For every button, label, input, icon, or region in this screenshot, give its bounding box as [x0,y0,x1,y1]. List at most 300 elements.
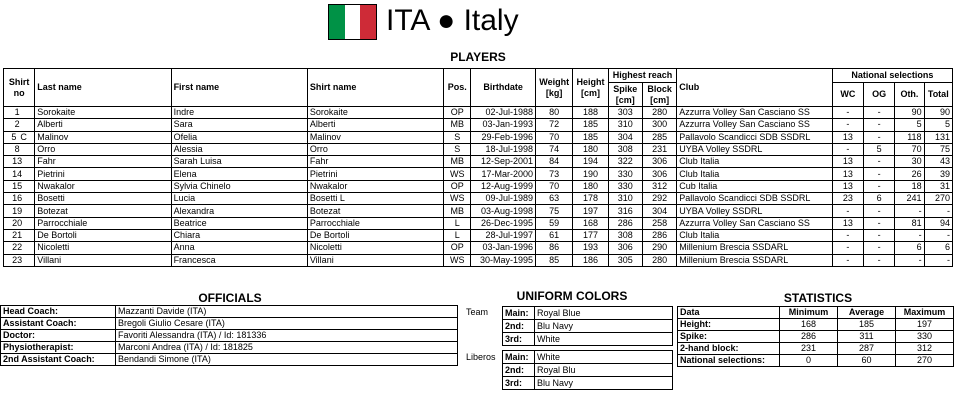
position-cell: L [444,229,471,241]
table-row [4,107,953,119]
table-row [4,180,953,192]
block-cell: 300 [642,119,676,131]
first-name-cell: Anna [171,242,307,254]
stats-header-data: Data [678,307,780,319]
spike-cell: 303 [608,107,642,119]
og-cell: - [864,119,895,131]
spike-cell: 330 [608,180,642,192]
last-name-cell: Nicoletti [35,242,171,254]
wc-cell: 23 [832,193,863,205]
table-row [4,131,953,143]
weight-cell: 59 [535,217,572,229]
og-cell: - [864,168,895,180]
club-cell: Azzurra Volley San Casciano SS [677,119,832,131]
statistics-table [677,306,954,367]
wc-cell: - [832,242,863,254]
height-cell: 180 [573,143,608,155]
uniform-label: Main: [503,307,535,320]
birthdate-cell: 03-Aug-1998 [471,205,536,217]
stats-max: 330 [896,331,954,343]
weight-cell: 85 [535,254,572,266]
official-row [1,318,458,330]
shirt-no: 16 [12,193,23,204]
table-row [4,217,953,229]
captain-badge: C [20,131,27,142]
birthdate-cell: 29-Feb-1996 [471,131,536,143]
shirt-name-cell: Sorokaite [307,107,443,119]
wc-cell: - [832,229,863,241]
total-cell: 43 [924,156,952,168]
official-name: Mazzanti Davide (ITA) [116,306,458,318]
oth-cell: 70 [895,143,924,155]
wc-cell: 13 [832,168,863,180]
birthdate-cell: 26-Dec-1995 [471,217,536,229]
spike-cell: 330 [608,168,642,180]
table-row [4,193,953,205]
uniform-label: 2nd: [503,320,535,333]
last-name-cell: Alberti [35,119,171,131]
shirt-name-cell: Fahr [307,156,443,168]
table-row [4,242,953,254]
og-cell: - [864,217,895,229]
uniform-row [503,364,673,377]
weight-cell: 80 [535,107,572,119]
shirt-no-cell [4,217,35,229]
wc-cell: 13 [832,180,863,192]
shirt-no: 1 [14,107,20,118]
shirt-no-cell [4,242,35,254]
first-name-cell: Alessia [171,143,307,155]
block-cell: 306 [642,156,676,168]
shirt-no-cell [4,156,35,168]
position-cell: MB [444,156,471,168]
height-cell: 168 [573,217,608,229]
og-cell: - [864,156,895,168]
block-cell: 290 [642,242,676,254]
official-row [1,342,458,354]
last-name-cell: Pietrini [35,168,171,180]
last-name-cell: Botezat [35,205,171,217]
shirt-no: 22 [12,242,23,253]
og-cell: - [864,107,895,119]
block-cell: 280 [642,107,676,119]
header-wc: WC [832,83,863,107]
stats-avg: 185 [838,319,896,331]
shirt-name-cell: Botezat [307,205,443,217]
shirt-no-cell [4,254,35,266]
height-cell: 177 [573,229,608,241]
club-cell: Club Italia [677,168,832,180]
header-highest-reach: Highest reach [608,69,677,83]
table-row [4,168,953,180]
table-row [4,229,953,241]
official-role: Physiotherapist: [1,342,116,354]
wc-cell: - [832,254,863,266]
shirt-name-cell: Nwakalor [307,180,443,192]
spike-cell: 304 [608,131,642,143]
stats-min: 286 [780,331,838,343]
stats-max: 270 [896,355,954,367]
wc-cell: - [832,143,863,155]
header-block: Block [cm] [642,83,676,107]
stats-row [678,343,954,355]
block-cell: 286 [642,229,676,241]
birthdate-cell: 09-Jul-1989 [471,193,536,205]
oth-cell: - [895,205,924,217]
birthdate-cell: 02-Jul-1988 [471,107,536,119]
official-role: Doctor: [1,330,116,342]
oth-cell: 30 [895,156,924,168]
shirt-name-cell: Orro [307,143,443,155]
spike-cell: 316 [608,205,642,217]
flag-stripe-green [329,5,345,39]
total-cell: - [924,254,952,266]
weight-cell: 75 [535,205,572,217]
uniform-label: 3rd: [503,333,535,346]
stats-min: 231 [780,343,838,355]
shirt-no: 21 [12,230,23,241]
header-height: Height [cm] [573,69,608,107]
position-cell: S [444,143,471,155]
players-title: PLAYERS [450,50,506,64]
shirt-name-cell: Parrocchiale [307,217,443,229]
stats-header-minimum: Minimum [780,307,838,319]
club-cell: UYBA Volley SSDRL [677,205,832,217]
birthdate-cell: 18-Jul-1998 [471,143,536,155]
uniform-row [503,351,673,364]
shirt-name-cell: Bosetti L [307,193,443,205]
uniform-team-label: Team [466,307,489,317]
shirt-name-cell: Alberti [307,119,443,131]
shirt-no: 15 [12,180,23,191]
table-row [4,205,953,217]
uniform-row [503,333,673,346]
italy-flag-icon [328,4,377,40]
stats-avg: 311 [838,331,896,343]
birthdate-cell: 28-Jul-1997 [471,229,536,241]
total-cell: 270 [924,193,952,205]
uniform-title: UNIFORM COLORS [516,289,628,303]
first-name-cell: Lucia [171,193,307,205]
shirt-no-cell [4,205,35,217]
first-name-cell: Beatrice [171,217,307,229]
shirt-name-cell: De Bortoli [307,229,443,241]
total-cell: 90 [924,107,952,119]
spike-cell: 306 [608,242,642,254]
shirt-name-cell: Villani [307,254,443,266]
weight-cell: 74 [535,143,572,155]
og-cell: - [864,205,895,217]
last-name-cell: Villani [35,254,171,266]
block-cell: 306 [642,168,676,180]
first-name-cell: Francesca [171,254,307,266]
uniform-row [503,320,673,333]
last-name-cell: Bosetti [35,193,171,205]
position-cell: MB [444,205,471,217]
shirt-no: 20 [12,217,23,228]
block-cell: 258 [642,217,676,229]
uniform-color: Royal Blue [535,307,673,320]
stats-label: 2-hand block: [678,343,780,355]
club-cell: UYBA Volley SSDRL [677,143,832,155]
club-cell: Pallavolo Scandicci SDB SSDRL [677,193,832,205]
height-cell: 188 [573,107,608,119]
stats-min: 0 [780,355,838,367]
height-cell: 185 [573,131,608,143]
oth-cell: - [895,254,924,266]
official-row [1,306,458,318]
last-name-cell: Fahr [35,156,171,168]
position-cell: OP [444,180,471,192]
shirt-no: 2 [14,119,20,130]
height-cell: 193 [573,242,608,254]
oth-cell: 81 [895,217,924,229]
last-name-cell: Parrocchiale [35,217,171,229]
total-cell: 39 [924,168,952,180]
stats-max: 197 [896,319,954,331]
total-cell: - [924,205,952,217]
header-spike: Spike [cm] [608,83,642,107]
position-cell: WS [444,254,471,266]
og-cell: - [864,229,895,241]
wc-cell: - [832,107,863,119]
header-birthdate: Birthdate [471,69,536,107]
height-cell: 178 [573,193,608,205]
oth-cell: 241 [895,193,924,205]
total-cell: 75 [924,143,952,155]
block-cell: 312 [642,180,676,192]
og-cell: - [864,242,895,254]
block-cell: 292 [642,193,676,205]
shirt-no: 13 [12,156,23,167]
height-cell: 185 [573,119,608,131]
oth-cell: 5 [895,119,924,131]
header-og: OG [864,83,895,107]
club-cell: Millenium Brescia SSDARL [677,242,832,254]
shirt-no-cell [4,229,35,241]
uniform-color: White [535,351,673,364]
club-cell: Azzurra Volley San Casciano SS [677,107,832,119]
uniform-label: 3rd: [503,377,535,390]
official-role: Assistant Coach: [1,318,116,330]
total-cell: 94 [924,217,952,229]
weight-cell: 73 [535,168,572,180]
og-cell: - [864,254,895,266]
birthdate-cell: 03-Jan-1993 [471,119,536,131]
wc-cell: - [832,119,863,131]
header-club: Club [677,69,832,107]
shirt-no: 23 [12,254,23,265]
header-shirt-no: Shirt no [4,69,35,107]
birthdate-cell: 30-May-1995 [471,254,536,266]
birthdate-cell: 12-Sep-2001 [471,156,536,168]
shirt-name-cell: Nicoletti [307,242,443,254]
shirt-no: 8 [14,144,20,155]
uniform-label: 2nd: [503,364,535,377]
shirt-no-cell [4,131,35,143]
height-cell: 194 [573,156,608,168]
wc-cell: 13 [832,156,863,168]
total-cell: 6 [924,242,952,254]
shirt-no-cell [4,143,35,155]
official-name: Bendandi Simone (ITA) [116,354,458,366]
uniform-liberos-label: Liberos [466,352,496,362]
shirt-no-cell [4,193,35,205]
shirt-no: 14 [12,168,23,179]
stats-label: Spike: [678,331,780,343]
shirt-no-cell [4,119,35,131]
table-row [4,156,953,168]
position-cell: L [444,217,471,229]
header-oth: Oth. [895,83,924,107]
flag-stripe-white [345,5,361,39]
shirt-no: 5 [11,131,17,142]
uniform-row [503,377,673,390]
block-cell: 231 [642,143,676,155]
spike-cell: 310 [608,119,642,131]
header-weight: Weight [kg] [535,69,572,107]
uniform-color: White [535,333,673,346]
wc-cell: - [832,205,863,217]
oth-cell: 118 [895,131,924,143]
position-cell: OP [444,107,471,119]
stats-label: National selections: [678,355,780,367]
birthdate-cell: 03-Jan-1996 [471,242,536,254]
first-name-cell: Alexandra [171,205,307,217]
total-cell: - [924,229,952,241]
block-cell: 280 [642,254,676,266]
stats-avg: 287 [838,343,896,355]
table-row [4,143,953,155]
header-pos: Pos. [444,69,471,107]
height-cell: 180 [573,180,608,192]
uniform-team-table [502,306,673,346]
players-table [3,68,953,267]
table-row [4,254,953,266]
club-cell: Club Italia [677,229,832,241]
last-name-cell: Orro [35,143,171,155]
oth-cell: 6 [895,242,924,254]
spike-cell: 305 [608,254,642,266]
weight-cell: 61 [535,229,572,241]
position-cell: S [444,131,471,143]
position-cell: WS [444,168,471,180]
height-cell: 190 [573,168,608,180]
country-title: ITA ● Italy [386,4,519,37]
last-name-cell: Sorokaite [35,107,171,119]
uniform-row [503,307,673,320]
birthdate-cell: 12-Aug-1999 [471,180,536,192]
club-cell: Pallavolo Scandicci SDB SSDRL [677,131,832,143]
height-cell: 186 [573,254,608,266]
total-cell: 5 [924,119,952,131]
statistics-title: STATISTICS [783,291,853,305]
og-cell: 6 [864,193,895,205]
spike-cell: 310 [608,193,642,205]
spike-cell: 322 [608,156,642,168]
weight-cell: 70 [535,131,572,143]
stats-header-maximum: Maximum [896,307,954,319]
stats-header-average: Average [838,307,896,319]
stats-row [678,319,954,331]
height-cell: 197 [573,205,608,217]
weight-cell: 63 [535,193,572,205]
weight-cell: 70 [535,180,572,192]
table-row [4,119,953,131]
wc-cell: 13 [832,217,863,229]
total-cell: 131 [924,131,952,143]
spike-cell: 308 [608,143,642,155]
first-name-cell: Indre [171,107,307,119]
oth-cell: 26 [895,168,924,180]
official-role: 2nd Assistant Coach: [1,354,116,366]
stats-label: Height: [678,319,780,331]
last-name-cell: Nwakalor [35,180,171,192]
oth-cell: 90 [895,107,924,119]
first-name-cell: Sarah Luisa [171,156,307,168]
first-name-cell: Chiara [171,229,307,241]
stats-row [678,355,954,367]
header-shirt-name: Shirt name [307,69,443,107]
uniform-label: Main: [503,351,535,364]
stats-avg: 60 [838,355,896,367]
og-cell: - [864,131,895,143]
shirt-no-cell [4,107,35,119]
block-cell: 285 [642,131,676,143]
uniform-color: Royal Blu [535,364,673,377]
position-cell: OP [444,242,471,254]
wc-cell: 13 [832,131,863,143]
club-cell: Azzurra Volley San Casciano SS [677,217,832,229]
official-name: Bregoli Giulio Cesare (ITA) [116,318,458,330]
stats-min: 168 [780,319,838,331]
shirt-name-cell: Pietrini [307,168,443,180]
oth-cell: 18 [895,180,924,192]
club-cell: Club Italia [677,156,832,168]
officials-title: OFFICIALS [198,291,262,305]
first-name-cell: Sylvia Chinelo [171,180,307,192]
club-cell: Cub Italia [677,180,832,192]
shirt-no: 19 [12,205,23,216]
position-cell: WS [444,193,471,205]
shirt-no-cell [4,180,35,192]
official-name: Favoriti Alessandra (ITA) / Id: 181336 [116,330,458,342]
club-cell: Millenium Brescia SSDARL [677,254,832,266]
oth-cell: - [895,229,924,241]
og-cell: 5 [864,143,895,155]
flag-stripe-red [360,5,376,39]
header-last-name: Last name [35,69,171,107]
official-role: Head Coach: [1,306,116,318]
uniform-liberos-table [502,350,673,390]
shirt-name-cell: Malinov [307,131,443,143]
block-cell: 304 [642,205,676,217]
officials-table [0,305,458,366]
header-total: Total [924,83,952,107]
position-cell: MB [444,119,471,131]
official-row [1,354,458,366]
first-name-cell: Ofelia [171,131,307,143]
weight-cell: 84 [535,156,572,168]
spike-cell: 286 [608,217,642,229]
first-name-cell: Elena [171,168,307,180]
weight-cell: 72 [535,119,572,131]
spike-cell: 308 [608,229,642,241]
last-name-cell: Malinov [35,131,171,143]
shirt-no-cell [4,168,35,180]
header-national-selections: National selections [832,69,952,83]
official-row [1,330,458,342]
